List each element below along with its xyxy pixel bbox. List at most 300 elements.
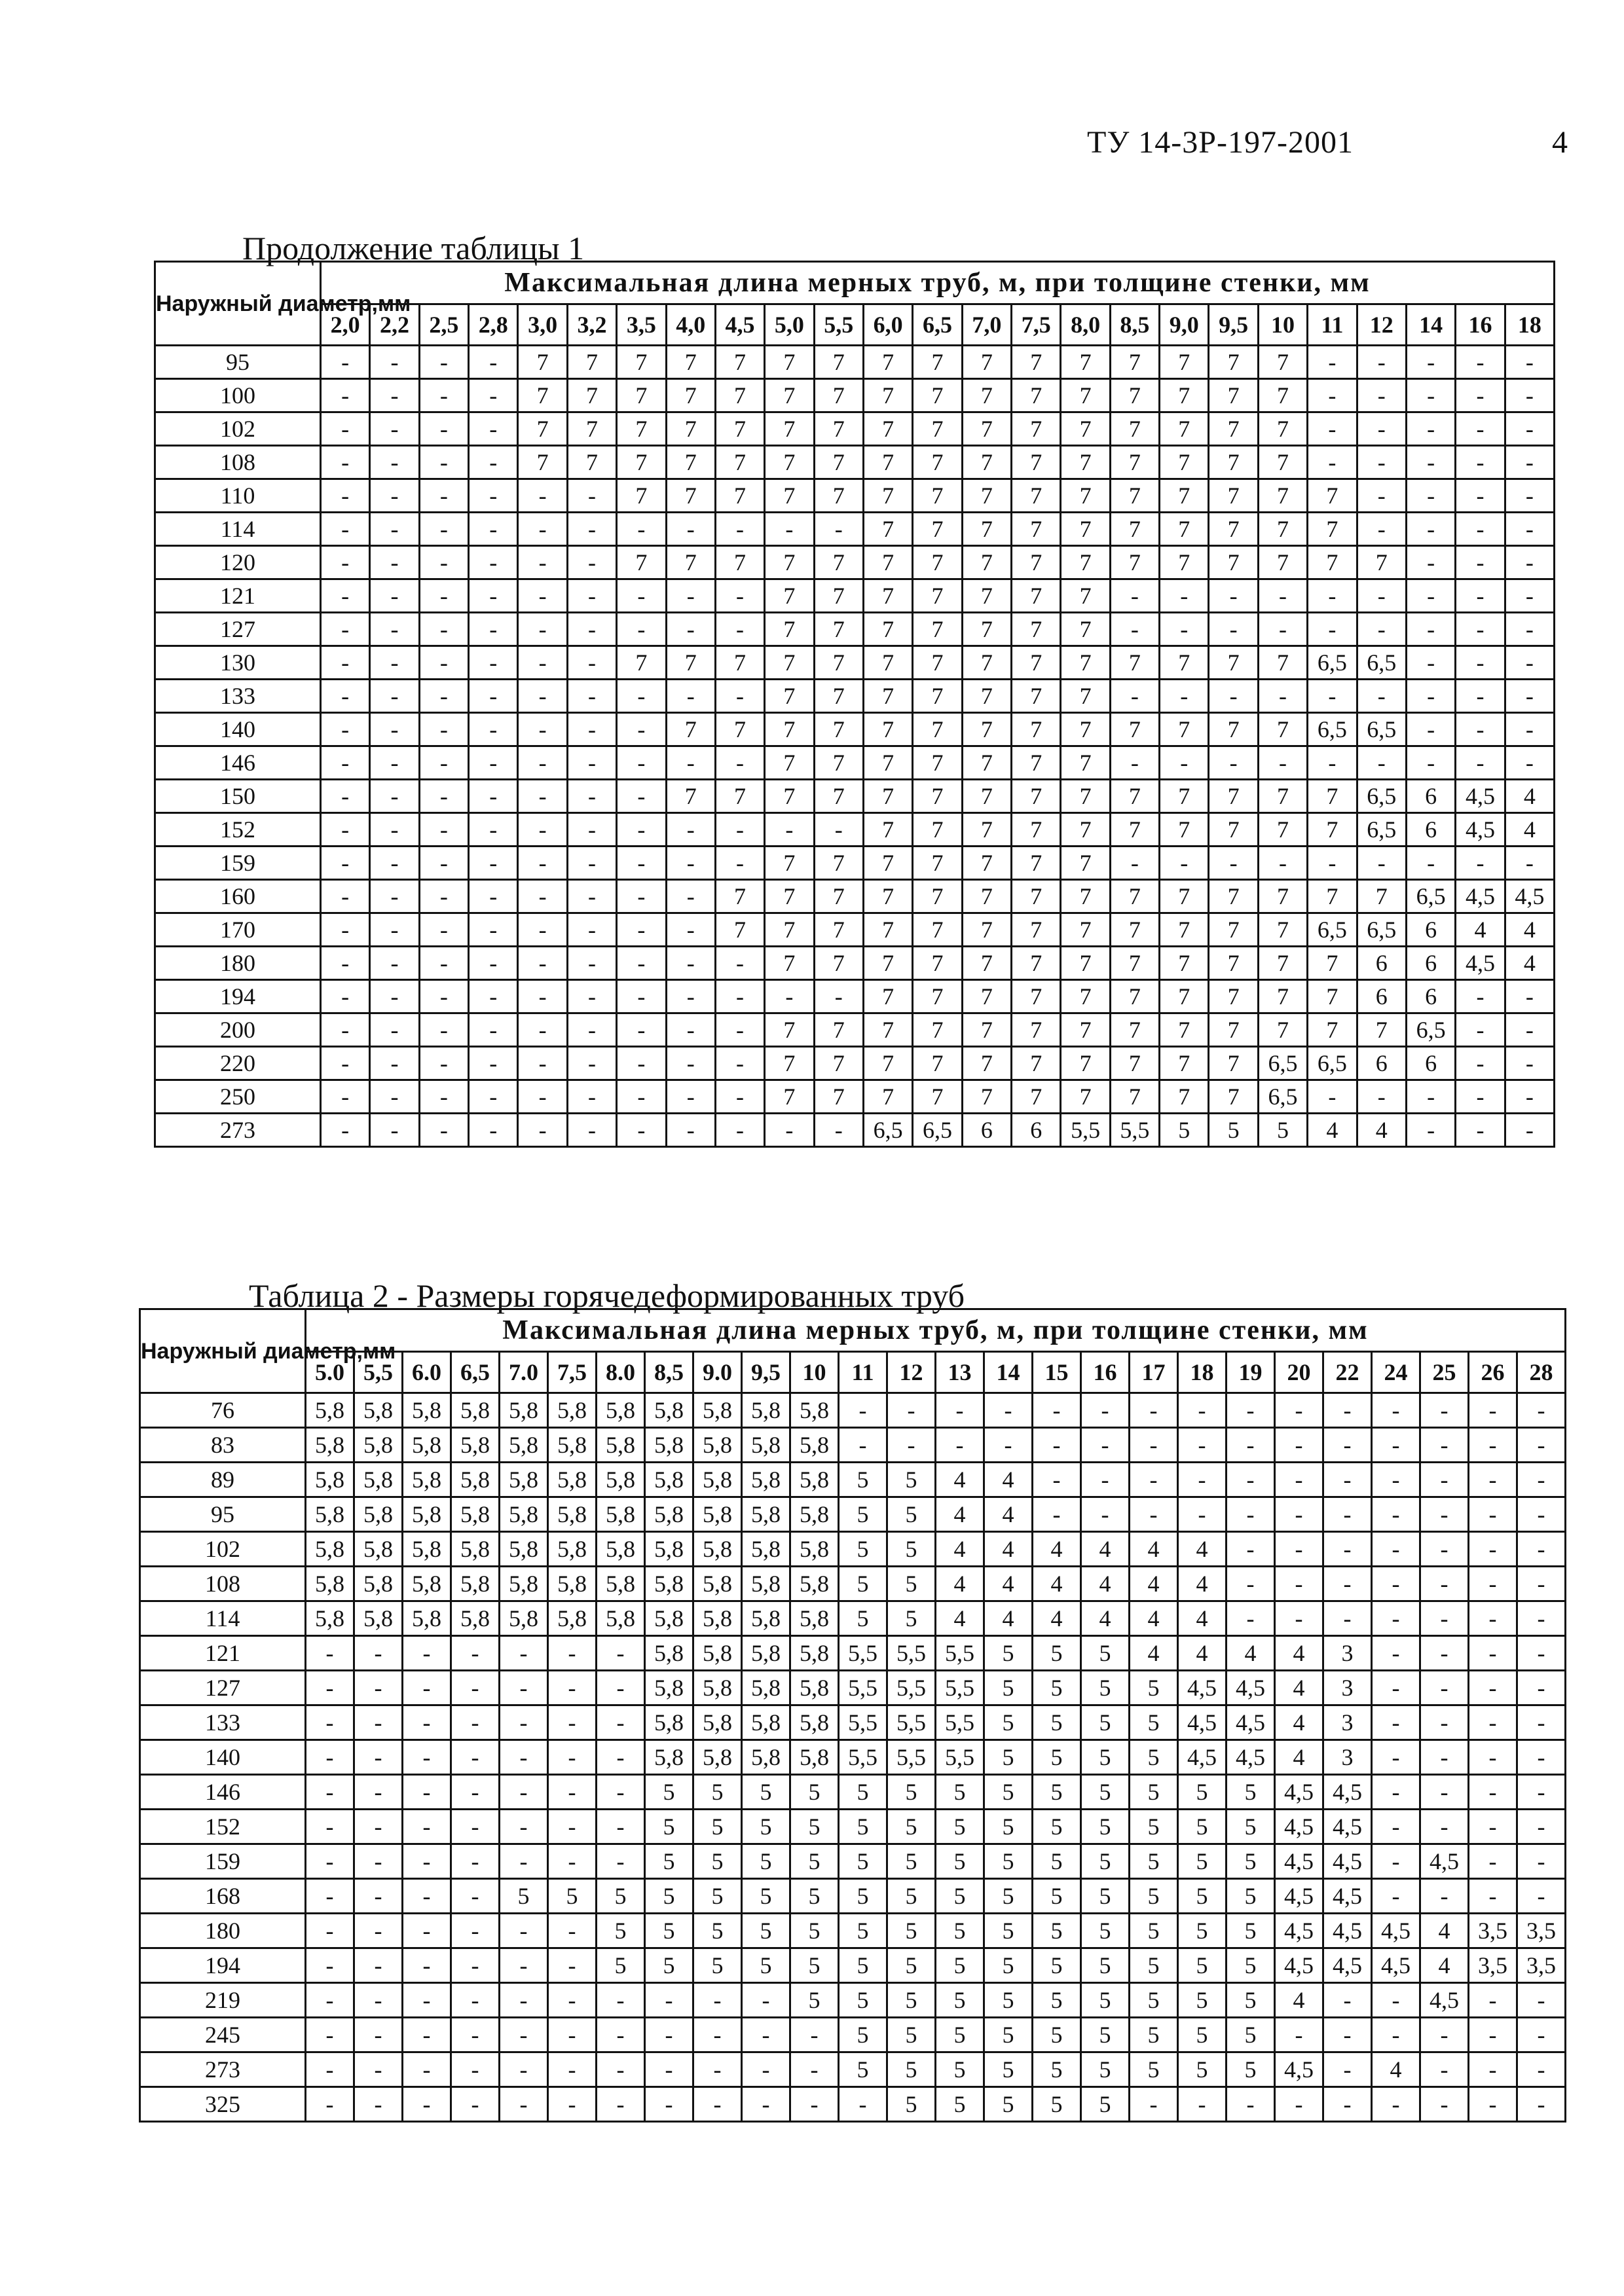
max-length-cell: 5 [1178,1879,1227,1914]
max-length-cell: - [306,2018,354,2052]
max-length-cell: - [500,1705,548,1740]
outer-diameter-cell: 273 [140,2052,306,2087]
max-length-cell: 7 [666,546,715,579]
max-length-cell: 5 [1033,1636,1081,1671]
max-length-cell: - [321,780,370,813]
max-length-cell: 5,8 [693,1463,742,1497]
table-row [140,1671,1566,1705]
max-length-cell: - [742,2087,790,2122]
max-length-cell: 5,5 [887,1740,936,1775]
max-length-cell: 5 [887,1844,936,1879]
max-length-cell: 7 [1012,746,1061,780]
max-length-cell: 7 [863,513,912,546]
max-length-cell: 5 [984,1948,1033,1983]
wall-thickness-header: 16 [1456,304,1505,346]
max-length-cell: 5 [1130,1810,1178,1844]
max-length-cell: 5,8 [693,1567,742,1601]
max-length-cell: - [370,646,419,680]
max-length-cell: - [370,780,419,813]
max-length-cell: 5 [1130,1844,1178,1879]
max-length-cell: - [306,2087,354,2122]
max-length-cell: 7 [1209,446,1258,479]
max-length-cell: - [1372,1393,1420,1428]
max-length-cell: - [354,1810,403,1844]
max-length-cell: - [617,947,666,980]
max-length-cell: - [370,680,419,713]
max-length-cell: 7 [1357,546,1406,579]
max-length-cell: - [1372,1844,1420,1879]
max-length-cell: 7 [1061,746,1110,780]
max-length-cell: - [1517,1844,1566,1879]
max-length-cell: 5,5 [839,1705,887,1740]
max-length-cell: 7 [765,780,814,813]
max-length-cell: 5 [1227,1879,1275,1914]
max-length-cell: 7 [962,713,1011,746]
max-length-cell: 7 [567,379,616,412]
outer-diameter-cell: 114 [155,513,321,546]
max-length-cell: 7 [617,412,666,446]
wall-thickness-header: 2,8 [469,304,518,346]
wall-thickness-header: 8,5 [1110,304,1159,346]
max-length-cell: - [1420,2018,1469,2052]
max-length-cell: - [518,646,567,680]
max-length-cell: 7 [962,746,1011,780]
max-length-cell: - [1406,746,1455,780]
max-length-cell: 5 [742,1844,790,1879]
max-length-cell: - [518,613,567,646]
max-length-cell: 5 [1178,1844,1227,1879]
max-length-cell: 7 [1209,346,1258,379]
max-length-cell: 5 [1033,1775,1081,1810]
max-length-cell: 7 [715,479,764,513]
max-length-cell: - [1456,479,1505,513]
table-row [155,546,1555,579]
max-length-cell: 5 [742,1879,790,1914]
max-length-cell: 6 [1406,1047,1455,1080]
max-length-cell: - [370,746,419,780]
max-length-cell: 5,8 [306,1532,354,1567]
table1 [154,261,1555,1148]
max-length-cell: 6 [1406,980,1455,1013]
max-length-cell: 7 [1012,713,1061,746]
max-length-cell: 5,8 [742,1532,790,1567]
max-length-cell: 4,5 [1275,1844,1323,1879]
max-length-cell: 7 [765,913,814,947]
max-length-cell: 7 [1061,813,1110,847]
max-length-cell: - [321,479,370,513]
max-length-cell: - [617,780,666,813]
outer-diameter-cell: 146 [140,1775,306,1810]
max-length-cell: 4,5 [1275,1948,1323,1983]
max-length-cell: - [403,1948,451,1983]
max-length-cell: - [469,813,518,847]
max-length-cell: 5,8 [693,1636,742,1671]
wall-thickness-header: 10 [1258,304,1307,346]
max-length-cell: 5 [645,1844,693,1879]
max-length-cell: - [1357,479,1406,513]
table-row [140,2052,1566,2087]
max-length-cell: - [1110,579,1159,613]
max-length-cell: 5,8 [597,1463,645,1497]
max-length-cell: - [370,1047,419,1080]
max-length-cell: - [567,780,616,813]
max-length-cell: - [597,1810,645,1844]
outer-diameter-cell: 200 [155,1013,321,1047]
max-length-cell: 7 [913,412,962,446]
max-length-cell: 5,8 [451,1497,500,1532]
max-length-cell: 5 [1081,2052,1130,2087]
max-length-cell: 5 [742,1810,790,1844]
max-length-cell: 7 [913,446,962,479]
max-length-cell: - [451,1705,500,1740]
max-length-cell: 7 [567,346,616,379]
max-length-cell: 5,8 [500,1532,548,1567]
max-length-cell: 5,8 [790,1463,839,1497]
max-length-cell: - [451,1671,500,1705]
max-length-cell: 5 [1258,1114,1307,1147]
max-length-cell: 5,8 [500,1463,548,1497]
wall-thickness-header: 26 [1469,1352,1517,1393]
max-length-cell: - [1469,1740,1517,1775]
max-length-cell: - [354,1844,403,1879]
max-length-cell: - [370,1080,419,1114]
max-length-cell: - [451,2087,500,2122]
max-length-cell: 5 [887,2087,936,2122]
max-length-cell: 4,5 [1178,1705,1227,1740]
max-length-cell: 7 [518,346,567,379]
max-length-cell: - [1160,847,1209,880]
table-row [155,479,1555,513]
max-length-cell: - [1033,1428,1081,1463]
wall-thickness-header: 9,0 [1160,304,1209,346]
max-length-cell: 5 [1130,1740,1178,1775]
max-length-cell: 7 [765,947,814,980]
max-length-cell: 3 [1323,1636,1372,1671]
max-length-cell: - [715,1047,764,1080]
max-length-cell: 5,8 [645,1740,693,1775]
outer-diameter-cell: 325 [140,2087,306,2122]
max-length-cell: 4 [1130,1636,1178,1671]
max-length-cell: - [1517,1740,1566,1775]
max-length-cell: - [887,1428,936,1463]
max-length-cell: - [715,1080,764,1114]
max-length-cell: 7 [1012,913,1061,947]
max-length-cell: 5 [1227,1810,1275,1844]
max-length-cell: - [1469,1636,1517,1671]
max-length-cell: - [321,713,370,746]
max-length-cell: 5 [1033,2087,1081,2122]
outer-diameter-cell: 170 [155,913,321,947]
max-length-cell: - [419,579,468,613]
max-length-cell: 5,8 [742,1497,790,1532]
wall-thickness-header: 18 [1505,304,1554,346]
max-length-cell: - [321,880,370,913]
max-length-cell: 7 [1209,513,1258,546]
max-length-cell: 5,8 [693,1601,742,1636]
max-length-cell: 7 [1012,880,1061,913]
max-length-cell: 5 [984,2018,1033,2052]
max-length-cell: - [419,713,468,746]
max-length-cell: 5,8 [451,1393,500,1428]
max-length-cell: - [1517,1671,1566,1705]
max-length-cell: - [1357,513,1406,546]
max-length-cell: - [1033,1497,1081,1532]
outer-diameter-cell: 110 [155,479,321,513]
max-length-cell: 7 [1110,412,1159,446]
max-length-cell: 5,5 [936,1636,984,1671]
max-length-cell: - [1372,1636,1420,1671]
max-length-cell: 7 [1258,546,1307,579]
max-length-cell: - [597,1775,645,1810]
max-length-cell: 7 [863,680,912,713]
max-length-cell: - [500,1775,548,1810]
max-length-cell: 5 [1033,1914,1081,1948]
max-length-cell: 5 [1033,1671,1081,1705]
max-length-cell: - [814,513,863,546]
table-row [140,1393,1566,1428]
outer-diameter-cell: 76 [140,1393,306,1428]
max-length-cell: 5,5 [887,1671,936,1705]
max-length-cell: - [469,412,518,446]
max-length-cell: 5 [1227,1775,1275,1810]
max-length-cell: 5,8 [354,1601,403,1636]
max-length-cell: - [451,1810,500,1844]
max-length-cell: - [666,613,715,646]
max-length-cell: 5,8 [693,1705,742,1740]
max-length-cell: - [1456,513,1505,546]
max-length-cell: - [984,1393,1033,1428]
max-length-cell: - [1517,1810,1566,1844]
max-length-cell: 5 [936,1948,984,1983]
max-length-cell: 7 [1061,880,1110,913]
max-length-cell: - [715,847,764,880]
max-length-cell: 5 [1081,1705,1130,1740]
max-length-cell: - [321,412,370,446]
max-length-cell: - [370,613,419,646]
max-length-cell: - [306,1948,354,1983]
max-length-cell: 5 [1178,1810,1227,1844]
max-length-cell: - [1357,379,1406,412]
max-length-cell: 7 [962,346,1011,379]
max-length-cell: - [765,513,814,546]
max-length-cell: 4,5 [1275,1810,1323,1844]
max-length-cell: - [1258,746,1307,780]
max-length-cell: 5,8 [742,1601,790,1636]
max-length-cell: 7 [962,780,1011,813]
max-length-cell: - [354,1948,403,1983]
max-length-cell: - [1456,412,1505,446]
max-length-cell: 5 [839,1844,887,1879]
max-length-cell: - [1456,746,1505,780]
max-length-cell: 5,8 [451,1601,500,1636]
outer-diameter-cell: 219 [140,1983,306,2018]
max-length-cell: 7 [666,780,715,813]
max-length-cell: 7 [1209,479,1258,513]
max-length-cell: 5 [790,1879,839,1914]
max-length-cell: - [839,1428,887,1463]
max-length-cell: 6,5 [1357,713,1406,746]
max-length-cell: 7 [1308,780,1357,813]
max-length-cell: 7 [863,579,912,613]
max-length-cell: 7 [1110,446,1159,479]
max-length-cell: 7 [765,546,814,579]
max-length-cell: 5,8 [451,1463,500,1497]
outer-diameter-cell: 121 [140,1636,306,1671]
max-length-cell: - [469,913,518,947]
max-length-cell: 7 [863,646,912,680]
max-length-cell: - [1372,1497,1420,1532]
max-length-cell: - [742,1983,790,2018]
max-length-cell: - [1130,1463,1178,1497]
max-length-cell: - [765,1114,814,1147]
max-length-cell: - [790,2052,839,2087]
max-length-cell: - [518,847,567,880]
max-length-cell: 7 [1209,813,1258,847]
max-length-cell: - [1323,1497,1372,1532]
max-length-cell: - [1406,446,1455,479]
max-length-cell: 4 [1081,1532,1130,1567]
max-length-cell: 5,8 [500,1393,548,1428]
max-length-cell: 5 [887,1497,936,1532]
max-length-cell: - [1505,1114,1554,1147]
max-length-cell: 6 [962,1114,1011,1147]
max-length-cell: - [666,746,715,780]
outer-diameter-cell: 250 [155,1080,321,1114]
max-length-cell: 5,8 [790,1601,839,1636]
max-length-cell: 7 [715,780,764,813]
max-length-cell: - [1357,579,1406,613]
max-length-cell: 7 [814,913,863,947]
max-length-cell: 5,8 [548,1601,597,1636]
max-length-cell: 7 [1160,947,1209,980]
max-length-cell: - [419,1047,468,1080]
max-length-cell: - [1406,713,1455,746]
max-length-cell: 5 [887,1567,936,1601]
max-length-cell: 5,8 [500,1567,548,1601]
max-length-cell: 7 [715,713,764,746]
max-length-cell: - [354,1914,403,1948]
max-length-cell: - [469,947,518,980]
max-length-cell: 7 [1209,1013,1258,1047]
wall-thickness-header: 6,0 [863,304,912,346]
max-length-cell: - [1308,446,1357,479]
max-length-cell: 5 [887,2018,936,2052]
max-length-cell: - [617,713,666,746]
max-length-cell: - [1517,1497,1566,1532]
max-length-cell: - [1456,379,1505,412]
max-length-cell: 4 [936,1463,984,1497]
max-length-cell: - [1406,479,1455,513]
max-length-cell: 5,8 [306,1463,354,1497]
max-length-cell: 3,5 [1469,1914,1517,1948]
max-length-cell: 7 [1012,546,1061,579]
max-length-cell: 7 [1012,412,1061,446]
max-length-cell: 7 [1258,780,1307,813]
max-length-cell: - [1517,1775,1566,1810]
max-length-cell: 5,8 [645,1636,693,1671]
max-length-cell: - [451,1983,500,2018]
max-length-cell: 4,5 [1505,880,1554,913]
max-length-cell: 3,5 [1469,1948,1517,1983]
max-length-cell: 5,8 [645,1671,693,1705]
max-length-cell: - [370,947,419,980]
max-length-cell: - [548,1948,597,1983]
max-length-cell: - [597,2018,645,2052]
outer-diameter-cell: 194 [140,1948,306,1983]
wall-thickness-header: 7,5 [1012,304,1061,346]
max-length-cell: 5,8 [790,1393,839,1428]
max-length-cell: - [1505,713,1554,746]
max-length-cell: - [451,1879,500,1914]
max-length-cell: 4 [1033,1532,1081,1567]
max-length-cell: 5,8 [790,1636,839,1671]
max-length-cell: - [518,513,567,546]
table-row [155,613,1555,646]
max-length-cell: - [1456,613,1505,646]
max-length-cell: 7 [1209,713,1258,746]
wall-thickness-header: 8,5 [645,1352,693,1393]
wall-thickness-header: 12 [887,1352,936,1393]
max-length-cell: 4,5 [1420,1844,1469,1879]
max-length-cell: 7 [1061,913,1110,947]
max-length-cell: - [1227,1463,1275,1497]
max-length-cell: 7 [1110,713,1159,746]
max-length-cell: 7 [1160,713,1209,746]
max-length-cell: 7 [765,446,814,479]
max-length-cell: 7 [765,346,814,379]
max-length-cell: - [1372,1740,1420,1775]
max-length-cell: - [403,1671,451,1705]
wall-thickness-header: 18 [1178,1352,1227,1393]
max-length-cell: - [1209,680,1258,713]
max-length-cell: - [306,1810,354,1844]
max-length-cell: 7 [863,346,912,379]
max-length-cell: 5 [1130,1948,1178,1983]
max-length-cell: 5,8 [597,1567,645,1601]
max-length-cell: 7 [1209,546,1258,579]
table-row [155,847,1555,880]
max-length-cell: - [715,1114,764,1147]
max-length-cell: 5,8 [548,1463,597,1497]
max-length-cell: - [518,813,567,847]
max-length-cell: 5 [1081,2087,1130,2122]
max-length-cell: 7 [666,412,715,446]
max-length-cell: 5 [790,1983,839,2018]
max-length-cell: - [617,746,666,780]
max-length-cell: - [567,1047,616,1080]
max-length-cell: 7 [765,412,814,446]
max-length-cell: - [518,1013,567,1047]
max-length-cell: 4,5 [1456,947,1505,980]
outer-diameter-cell: 89 [140,1463,306,1497]
max-length-cell: - [469,1013,518,1047]
max-length-cell: 7 [666,446,715,479]
max-length-cell: - [1469,1567,1517,1601]
outer-diameter-cell: 159 [140,1844,306,1879]
max-length-cell: 7 [765,746,814,780]
max-length-cell: - [1517,1393,1566,1428]
max-length-cell: 5 [645,1879,693,1914]
max-length-cell: - [370,579,419,613]
max-length-cell: - [548,2052,597,2087]
max-length-cell: 7 [1061,446,1110,479]
max-length-cell: - [666,813,715,847]
max-length-cell: 4 [984,1497,1033,1532]
max-length-cell: 5 [1178,1775,1227,1810]
max-length-cell: - [1357,613,1406,646]
max-length-cell: - [1209,746,1258,780]
max-length-cell: 7 [765,479,814,513]
